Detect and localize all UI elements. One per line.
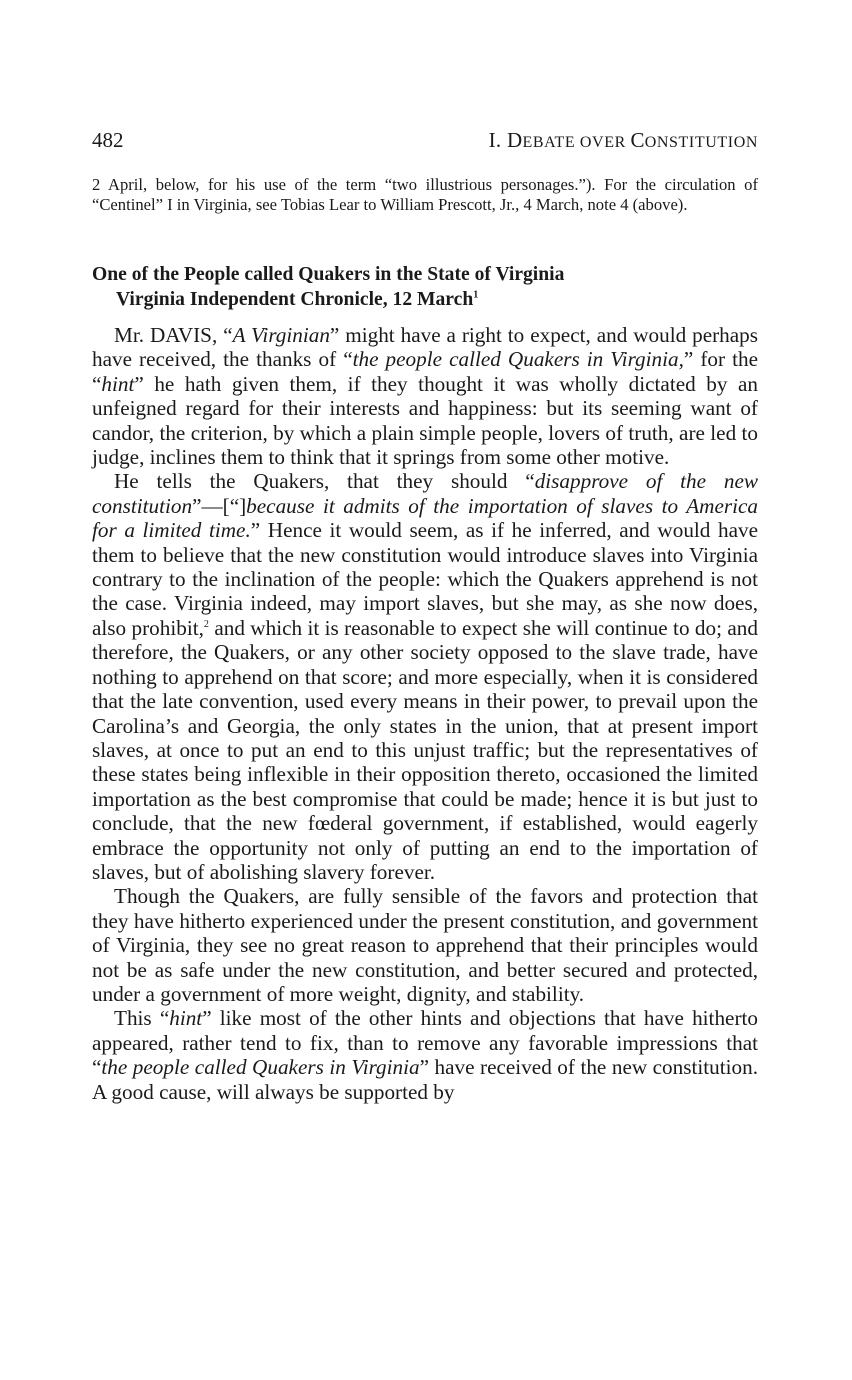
heading-source: Virginia Independent Chronicle, 12 March$^1$: [116, 289, 479, 310]
running-title: I. DEBATE OVER CONSTITUTION: [488, 128, 758, 152]
footnote-continuation: [92, 175, 758, 214]
heading-title: One of the People called Quakers in the State of Virginia: [92, 264, 565, 285]
paragraph-3: Though the Quakers, are fully sensible of the favors and protection that they have hitherto experienced under the present constitution, and government of Virginia, they see no great reason to apprehend that their principles would not be as safe under the new constitution, and better secured and protected, under a government of more weight, dignity, and stability.: [92, 884, 758, 1006]
footnote-text: 2 April, below, for his use of the term “two illustrious personages.”). For the circulation of “Centinel” I in Virginia, see Tobias Lear to William Prescott, Jr., 4 March, note 4 (above).: [92, 175, 758, 214]
document-heading: [92, 262, 758, 312]
page-number: 482: [92, 128, 124, 152]
footnote-marker: 1: [473, 289, 479, 301]
paragraph-1: Mr. DAVIS, “A Virginian” might have a right to expect, and would perhaps have received, the thanks of “the people called Quakers in Virginia,” for the “hint” he hath given them, if they thought it was wholly dictated by an unfeigned regard for their interests and happiness: but its seeming want of candor, the criterion, by which a plain simple people, lovers of truth, are led to judge, inclines them to think that it springs from some other motive.: [92, 323, 759, 470]
footnote-marker: 2: [203, 618, 209, 630]
body-text: [92, 323, 758, 1104]
running-head: [92, 128, 758, 154]
paragraph-2: He tells the Quakers, that they should “disapprove of the new constitution”—[“]because it admits of the importation of slaves to America for a limited time.” Hence it would seem, as if he inferred, and would have them to believe that the new constitution would introduce slaves into Virginia contrary to the inclination of the people: which the Quakers apprehend is not the case. Virginia indeed, may import slaves, but she may, as she now does, also prohibit,$^2$ and which it is reasonable to expect she will continue to do; and therefore, the Quakers, or any other society opposed to the slave trade, have nothing to apprehend on that score; and more especially, when it is considered that the late convention, used every means in their power, to prevail upon the Carolina’s and Georgia, the only states in the union, that at present import slaves, at once to put an end to this unjust traffic; but the representatives of these states being inflexible in their opposition thereto, occasioned the limited importation as the best compromise that could be made; hence it is but just to conclude, that the new fœderal government, if established, would eagerly embrace the opportunity not only of putting an end to the importation of slaves, but of abolishing slavery forever.: [92, 469, 759, 884]
paragraph-4: This “hint” like most of the other hints and objections that have hitherto appeared, rather tend to fix, than to remove any favorable impressions that “the people called Quakers in Virginia” have received of the new constitution. A good cause, will always be supported by: [92, 1006, 759, 1104]
